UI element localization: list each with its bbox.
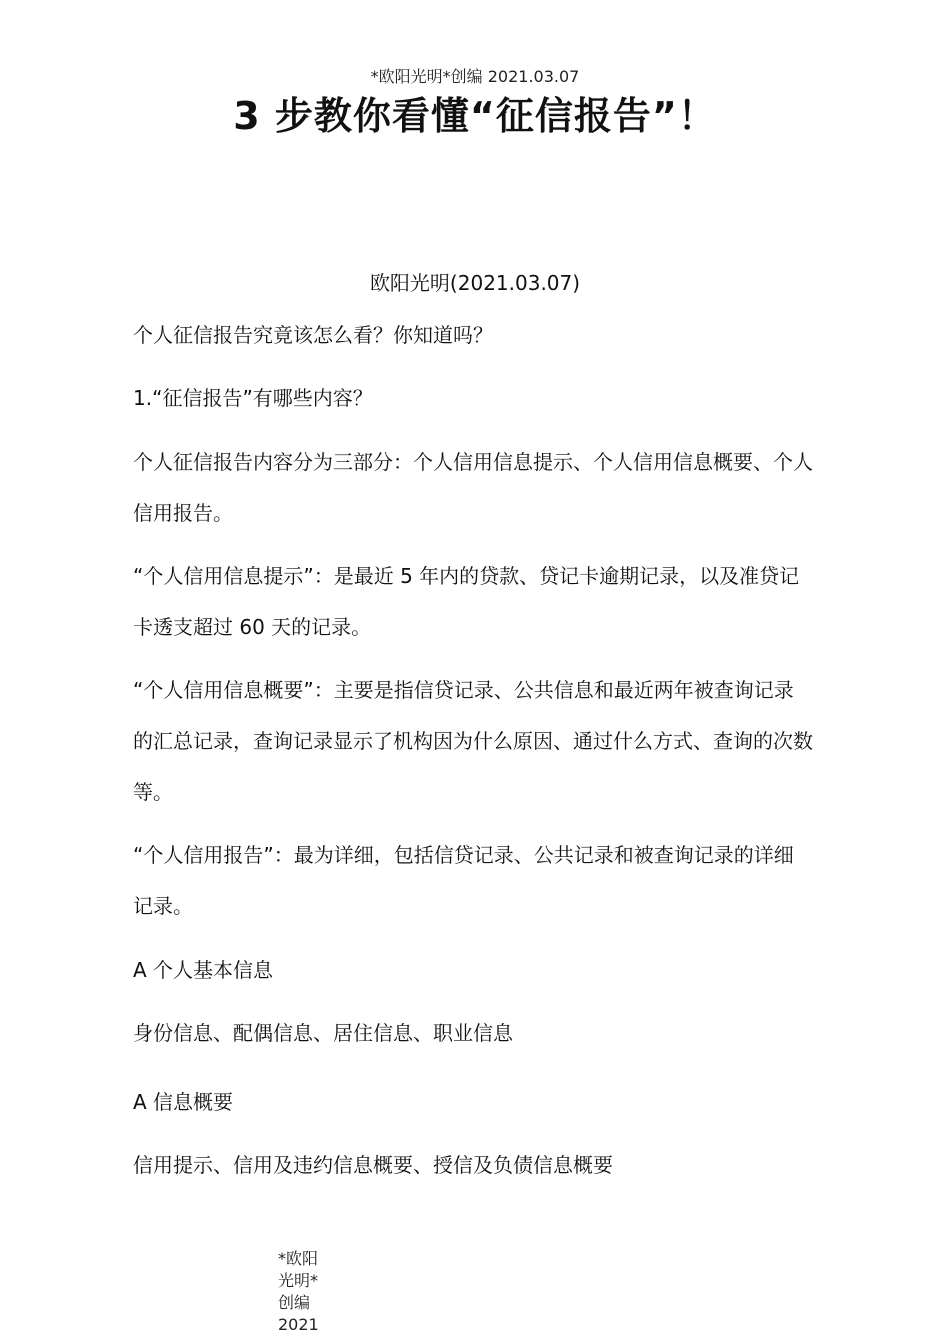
footer-note: *欧阳光明*创编 2021	[278, 1249, 319, 1334]
paragraph-basic-info-heading: A 个人基本信息	[133, 958, 274, 982]
paragraph-credit-hint: “个人信用信息提示”：是最近 5 年内的贷款、贷记卡逾期记录，以及准贷记卡透支超过 60 天的记录。	[133, 564, 800, 639]
paragraph-credit-summary: “个人信用信息概要”：主要是指信贷记录、公共信息和最近两年被查询记录的汇总记录，查询记录显示了机构因为什么原因、通过什么方式、查询的次数等。	[133, 678, 813, 804]
paragraph-intro-question: 个人征信报告究竟该怎么看？你知道吗？	[133, 323, 493, 347]
paragraph-section-heading: 1.“征信报告”有哪些内容？	[133, 386, 373, 410]
page-title: 3 步教你看懂“征信报告”！	[233, 94, 717, 138]
paragraph-report-parts: 个人征信报告内容分为三部分：个人信用信息提示、个人信用信息概要、个人信用报告。	[133, 450, 813, 525]
header-note: *欧阳光明*创编 2021.03.07	[370, 67, 580, 86]
paragraph-info-summary-heading: A 信息概要	[133, 1090, 234, 1114]
paragraph-credit-report: “个人信用报告”：最为详细，包括信贷记录、公共记录和被查询记录的详细记录。	[133, 843, 794, 918]
author-line: 欧阳光明(2021.03.07)	[369, 271, 581, 295]
paragraph-basic-info-items: 身份信息、配偶信息、居住信息、职业信息	[133, 1021, 513, 1045]
paragraph-info-summary-items: 信用提示、信用及违约信息概要、授信及负债信息概要	[133, 1153, 613, 1177]
